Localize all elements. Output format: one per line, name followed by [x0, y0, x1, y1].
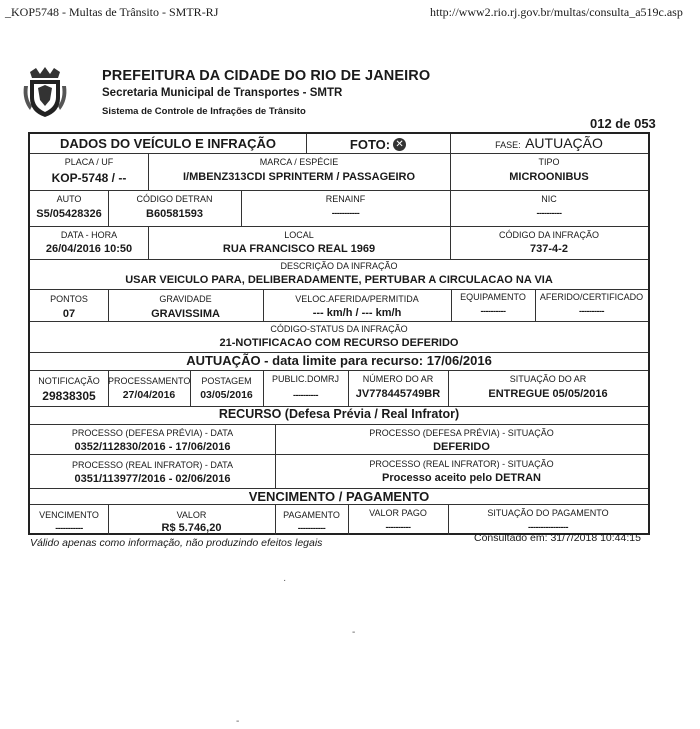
org-secretaria: Secretaria Municipal de Transportes - SMTR: [102, 87, 343, 99]
status-value: 21-NOTIFICACAO COM RECURSO DEFERIDO: [219, 337, 459, 349]
local-value: RUA FRANCISCO REAL 1969: [222, 243, 376, 255]
ar-value: JV778445749BR: [355, 388, 441, 400]
status-label: CÓDIGO-STATUS DA INFRAÇÃO: [270, 324, 408, 334]
sitpag-label: SITUAÇÃO DO PAGAMENTO: [487, 508, 609, 518]
valor-label: VALOR: [176, 510, 207, 520]
tipo-value: MICROONIBUS: [509, 171, 589, 183]
codinf-value: 737-4-2: [530, 243, 568, 255]
proc-value: 27/04/2016: [122, 389, 176, 401]
dp-data-value: 0352/112830/2016 - 17/06/2016: [74, 441, 231, 453]
foto-field: [306, 136, 450, 154]
valorpago-value: ----------: [385, 522, 411, 532]
postagem-label: POSTAGEM: [201, 376, 252, 386]
dp-sit-value: DEFERIDO: [433, 441, 490, 453]
fase-field: [450, 135, 648, 153]
valor-value: R$ 5.746,20: [161, 522, 222, 534]
placa-label: PLACA / UF: [64, 157, 114, 167]
codinf-label: CÓDIGO DA INFRAÇÃO: [498, 230, 599, 240]
ri-sit-value: Processo aceito pelo DETRAN: [382, 472, 541, 484]
renainf-value: -----------: [331, 208, 360, 218]
sitpag-value: ----------------: [528, 522, 568, 532]
nic-value: ----------: [536, 208, 562, 218]
fase-value: AUTUAÇÃO: [525, 135, 603, 151]
page-url: http://www2.rio.rj.gov.br/multas/consulta_a519c.asp: [430, 5, 683, 19]
close-circle-icon: ✕: [393, 138, 406, 151]
infraction-table: [28, 132, 650, 535]
ri-data-label: PROCESSO (REAL INFRATOR) - DATA: [71, 460, 233, 470]
placa-value: KOP-5748 / --: [51, 171, 127, 185]
nic-label: NIC: [541, 194, 557, 204]
ar-label: NÚMERO DO AR: [362, 374, 434, 384]
renainf-label: RENAINF: [325, 194, 366, 204]
vehicle-section-title: DADOS DO VEÍCULO E INFRAÇÃO: [60, 136, 276, 151]
sitar-label: SITUAÇÃO DO AR: [509, 374, 587, 384]
valorpago-label: VALOR PAGO: [369, 508, 427, 518]
datahora-label: DATA - HORA: [60, 230, 118, 240]
detran-value: B60581593: [146, 208, 203, 220]
org-sistema: Sistema de Controle de Infrações de Trânsito: [102, 106, 306, 117]
veloc-value: --- km/h / --- km/h: [312, 307, 402, 319]
gravidade-label: GRAVIDADE: [159, 294, 212, 304]
org-title: PREFEITURA DA CIDADE DO RIO DE JANEIRO: [102, 68, 431, 84]
dp-data-label: PROCESSO (DEFESA PRÉVIA) - DATA: [71, 428, 234, 438]
pag-label: PAGAMENTO: [283, 510, 340, 520]
recurso-title: RECURSO (Defesa Prévia / Real Infrator): [218, 407, 460, 421]
equip-value: ----------: [480, 306, 506, 316]
city-crest-icon: [22, 66, 68, 118]
gravidade-value: GRAVISSIMA: [151, 308, 220, 320]
veloc-label: VELOC.AFERIDA/PERMITIDA: [295, 294, 419, 304]
detran-label: CÓDIGO DETRAN: [136, 194, 213, 204]
window-title: _KOP5748 - Multas de Trânsito - SMTR-RJ: [5, 5, 219, 19]
datahora-value: 26/04/2016 10:50: [45, 243, 133, 255]
aferido-label: AFERIDO/CERTIFICADO: [539, 292, 644, 302]
pag-value: -----------: [297, 523, 326, 533]
descricao-label: DESCRIÇÃO DA INFRAÇÃO: [280, 261, 398, 271]
postagem-value: 03/05/2016: [200, 389, 253, 401]
page-number: 012 de 053: [590, 116, 656, 131]
pontos-label: PONTOS: [50, 294, 88, 304]
proc-label: PROCESSAMENTO: [108, 376, 191, 386]
venc-label: VENCIMENTO: [39, 510, 99, 520]
auto-label: AUTO: [56, 194, 82, 204]
pontos-value: 07: [62, 308, 76, 320]
autuacao-title: AUTUAÇÃO - data limite para recurso: 17/06/2016: [186, 353, 492, 368]
notif-label: NOTIFICAÇÃO: [38, 376, 100, 386]
public-label: PUBLIC.DOMRJ: [271, 374, 339, 384]
local-label: LOCAL: [284, 230, 314, 240]
vencimento-title: VENCIMENTO / PAGAMENTO: [248, 489, 430, 504]
fase-label: FASE:: [495, 140, 521, 150]
aferido-value: ----------: [579, 306, 604, 316]
marca-value: I/MBENZ313CDI SPRINTERM / PASSAGEIRO: [182, 171, 416, 183]
ri-data-value: 0351/113977/2016 - 02/06/2016: [74, 473, 231, 485]
public-value: ----------: [293, 390, 318, 400]
notif-value: 29838305: [42, 389, 96, 403]
dp-sit-label: PROCESSO (DEFESA PRÉVIA) - SITUAÇÃO: [369, 428, 554, 438]
disclaimer: Válido apenas como informação, não produzindo efeitos legais: [30, 537, 323, 549]
consultado-timestamp: Consultado em: 31/7/2018 10:44:15: [474, 532, 641, 544]
ri-sit-label: PROCESSO (REAL INFRATOR) - SITUAÇÃO: [369, 459, 554, 469]
marca-label: MARCA / ESPÉCIE: [259, 157, 339, 167]
venc-value: -----------: [55, 523, 83, 533]
auto-value: S5/05428326: [36, 208, 102, 220]
descricao-value: USAR VEICULO PARA, DELIBERADAMENTE, PERTUBAR A CIRCULACAO NA VIA: [125, 274, 553, 286]
sitar-value: ENTREGUE 05/05/2016: [488, 388, 608, 400]
tipo-label: TIPO: [538, 157, 560, 167]
foto-label: FOTO:: [349, 137, 391, 152]
equip-label: EQUIPAMENTO: [460, 292, 526, 302]
